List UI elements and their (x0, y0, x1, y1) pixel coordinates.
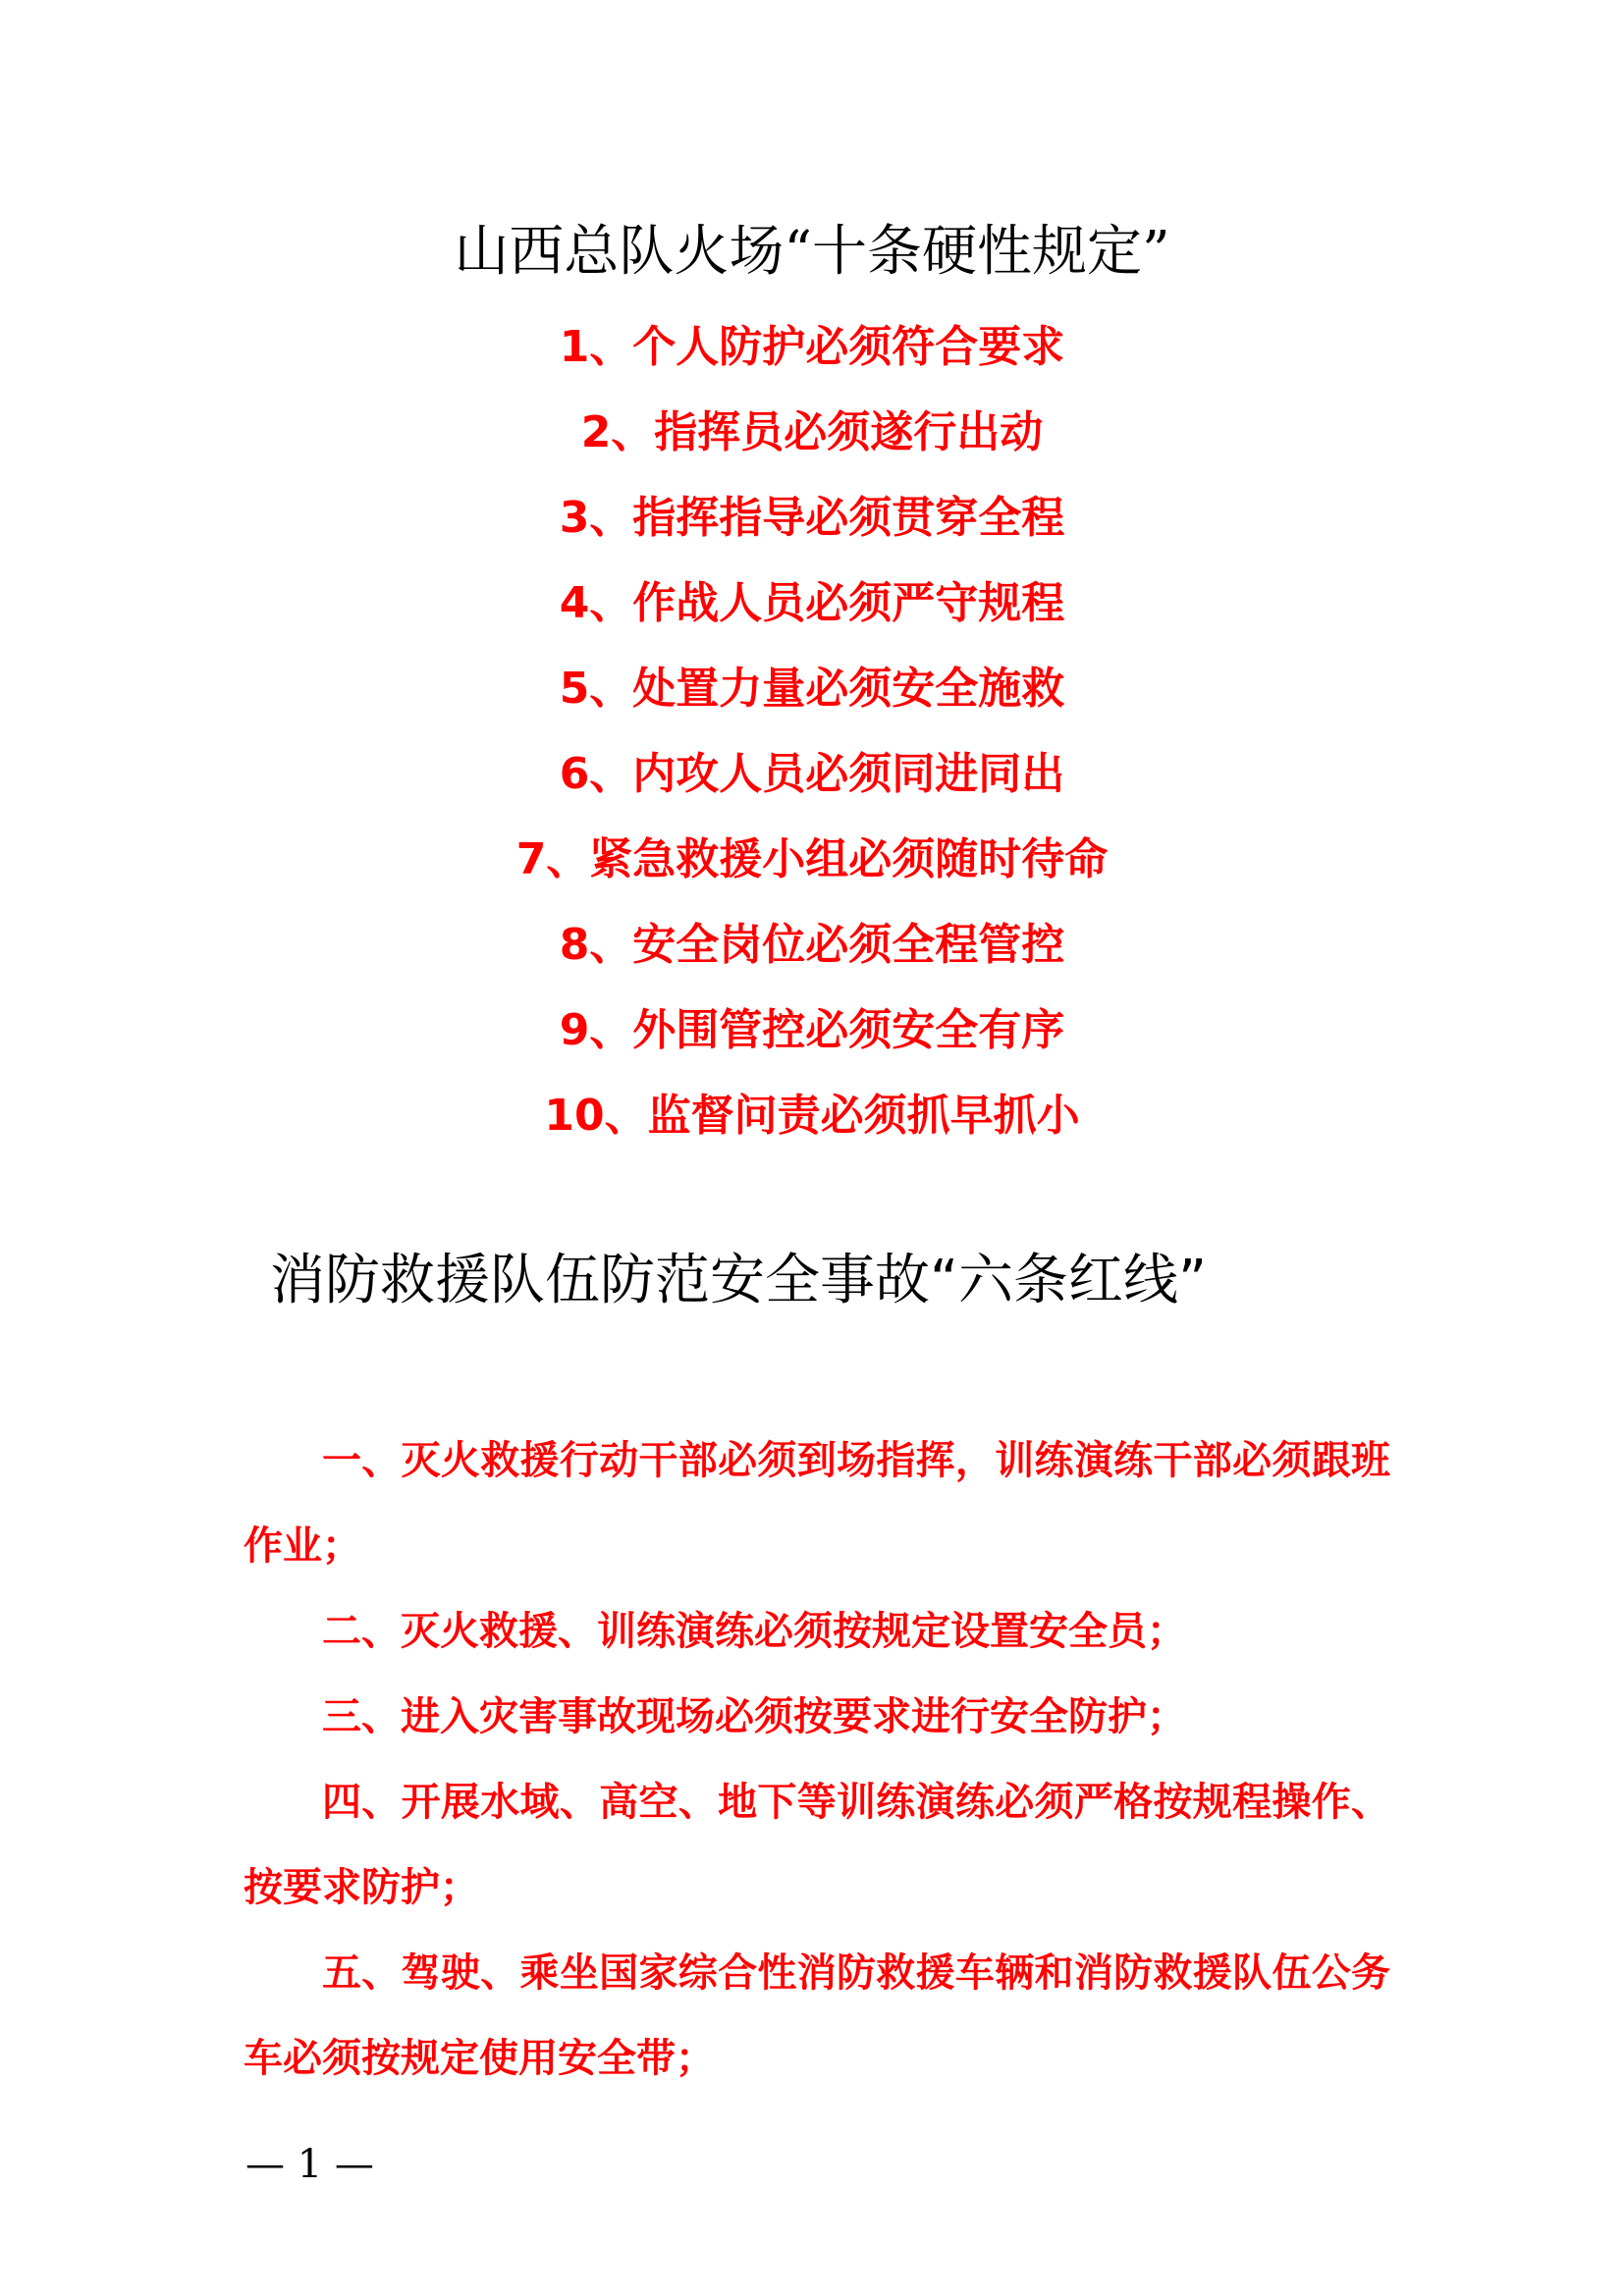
rule-item: 2、指挥员必须遂行出动 (580, 407, 1044, 457)
rule-item: 6、内攻人员必须同进同出 (559, 749, 1065, 799)
red-line-item: 三、进入灾害事故现场必须按要求进行安全防护； (322, 1694, 1186, 1739)
red-lines-section (244, 1418, 1390, 2102)
rule-item: 4、作战人员必须严守规程 (559, 578, 1065, 628)
red-line-item: 二、灭火救援、训练演练必须按规定设置安全员； (322, 1609, 1186, 1654)
section-title: 消防救援队伍防范安全事故“六条红线” (270, 1249, 1208, 1312)
rule-item: 7、紧急救援小组必须随时待命 (515, 834, 1109, 884)
rule-item: 10、监督问责必须抓早抓小 (544, 1091, 1080, 1141)
rule-item: 1、个人防护必须符合要求 (559, 322, 1065, 372)
rule-item: 3、指挥指导必须贯穿全程 (559, 493, 1065, 543)
page-number: — 1 — (245, 2142, 374, 2187)
red-line-item: 一、灭火救援行动干部必须到场指挥，训练演练干部必须跟班作业； (244, 1438, 1390, 1569)
red-line-item: 四、开展水域、高空、地下等训练演练必须严格按规程操作、按要求防护； (244, 1780, 1390, 1910)
rule-item: 5、处置力量必须安全施救 (559, 664, 1065, 714)
page-title: 山西总队火场“十条硬性规定” (454, 220, 1170, 284)
rules-list (0, 304, 1624, 1158)
rule-item: 9、外围管控必须安全有序 (559, 1005, 1065, 1055)
rule-item: 8、安全岗位必须全程管控 (559, 920, 1065, 970)
red-line-item: 五、驾驶、乘坐国家综合性消防救援车辆和消防救援队伍公务车必须按规定使用安全带； (244, 1950, 1390, 2081)
